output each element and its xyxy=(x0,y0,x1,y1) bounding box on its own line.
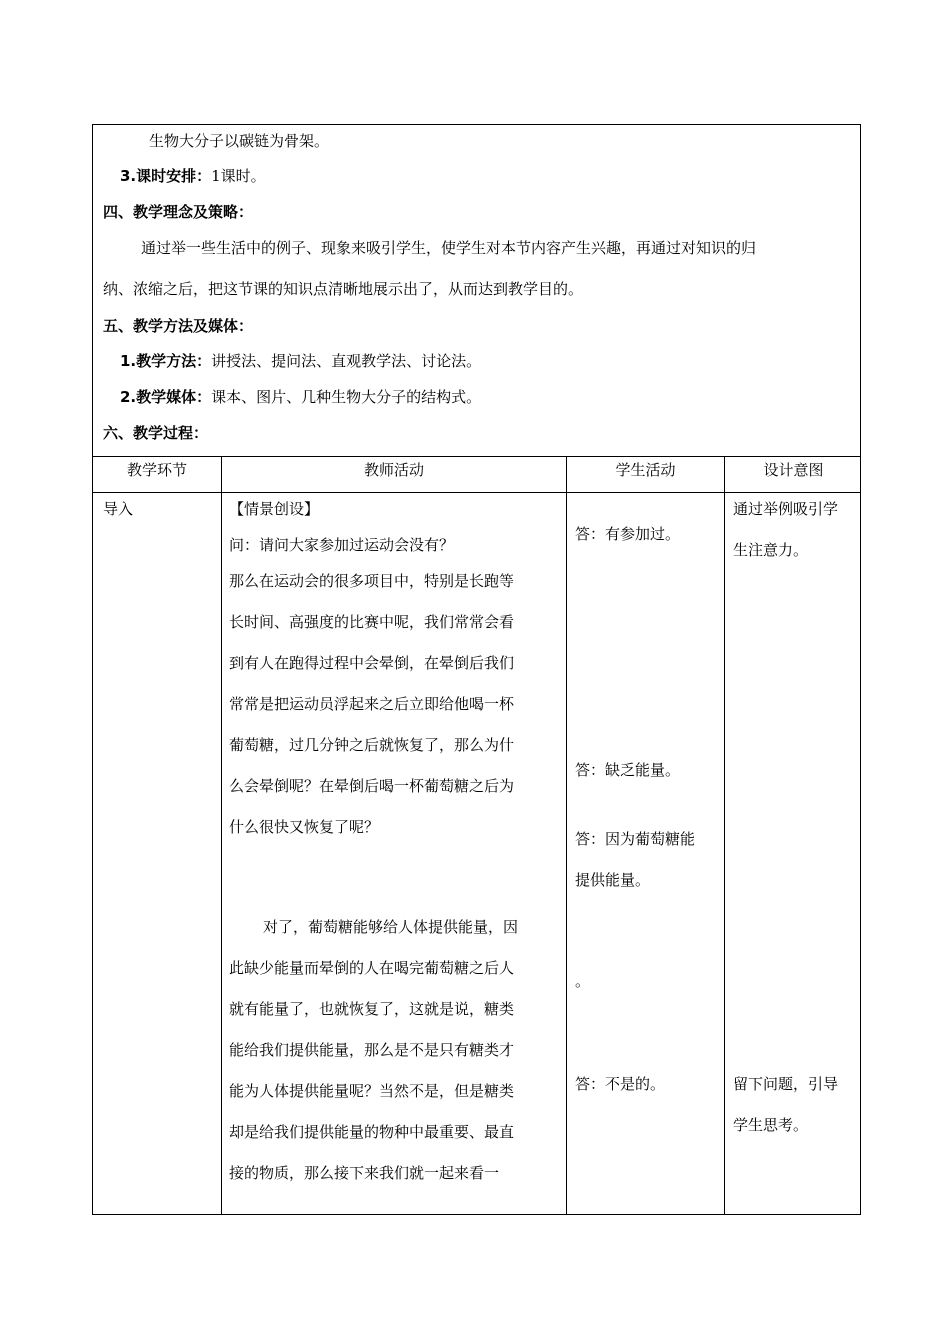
column-divider-2 xyxy=(566,456,567,1215)
class-hours-text: 1课时。 xyxy=(211,167,266,185)
class-hours-item xyxy=(120,165,266,186)
header-stage: 教学环节 xyxy=(126,461,187,479)
stage-cell: 导入 xyxy=(103,500,134,518)
section-6-title: 六、教学过程： xyxy=(103,424,209,442)
student-line: 答：有参加过。 xyxy=(575,525,681,543)
teacher-line: 能给我们提供能量，那么是不是只有糖类才 xyxy=(229,1041,515,1059)
teacher-line: 接的物质，那么接下来我们就一起来看一 xyxy=(229,1164,500,1182)
method-label: 1.教学方法： xyxy=(120,352,212,370)
table-header-border xyxy=(93,492,860,493)
header-student: 学生活动 xyxy=(615,461,676,479)
teacher-line: 此缺少能量而晕倒的人在喝完葡萄糖之后人 xyxy=(229,959,515,977)
teacher-line: 什么很快又恢复了呢？ xyxy=(229,818,380,836)
teacher-line: 葡萄糖，过几分钟之后就恢复了，那么为什 xyxy=(229,736,515,754)
intro-line: 生物大分子以碳链为骨架。 xyxy=(149,132,330,150)
intent-line: 生注意力。 xyxy=(733,541,809,559)
section-4-paragraph-1: 通过举一些生活中的例子、现象来吸引学生，使学生对本节内容产生兴趣，再通过对知识的归 xyxy=(141,239,757,257)
teacher-line: 却是给我们提供能量的物种中最重要、最直 xyxy=(229,1123,515,1141)
teacher-line: 问：请问大家参加过运动会没有？ xyxy=(229,536,455,554)
section-5-title: 五、教学方法及媒体： xyxy=(103,317,254,335)
intent-line: 留下问题，引导 xyxy=(733,1075,839,1093)
teacher-line: 到有人在跑得过程中会晕倒，在晕倒后我们 xyxy=(229,654,515,672)
student-line: 答：因为葡萄糖能 xyxy=(575,830,696,848)
student-line: 答：缺乏能量。 xyxy=(575,761,681,779)
student-line: 提供能量。 xyxy=(575,871,651,889)
column-divider-1 xyxy=(221,456,222,1215)
method-item xyxy=(120,350,481,371)
header-teacher: 教师活动 xyxy=(363,461,424,479)
class-hours-label: 3.课时安排： xyxy=(120,167,212,185)
teacher-line: 能为人体提供能量呢？当然不是，但是糖类 xyxy=(229,1082,515,1100)
media-label: 2.教学媒体： xyxy=(120,388,212,406)
section-4-title: 四、教学理念及策略： xyxy=(103,203,254,221)
intent-line: 学生思考。 xyxy=(733,1116,809,1134)
teacher-line: 常常是把运动员浮起来之后立即给他喝一杯 xyxy=(229,695,515,713)
method-text: 讲授法、提问法、直观教学法、讨论法。 xyxy=(211,352,482,370)
teacher-line: 对了，葡萄糖能够给人体提供能量，因 xyxy=(263,918,519,936)
section-4-paragraph-2: 纳、浓缩之后，把这节课的知识点清晰地展示出了，从而达到教学目的。 xyxy=(103,280,584,298)
teacher-line: 么会晕倒呢？在晕倒后喝一杯葡萄糖之后为 xyxy=(229,777,515,795)
teacher-line: 【情景创设】 xyxy=(229,500,320,518)
teacher-line: 长时间、高强度的比赛中呢，我们常常会看 xyxy=(229,613,515,631)
column-divider-3 xyxy=(724,456,725,1215)
student-line: 。 xyxy=(575,972,591,990)
header-intent: 设计意图 xyxy=(763,461,824,479)
teacher-line: 那么在运动会的很多项目中，特别是长跑等 xyxy=(229,572,515,590)
intent-line: 通过举例吸引学 xyxy=(733,500,839,518)
media-item xyxy=(120,386,481,407)
teacher-line: 就有能量了，也就恢复了，这就是说，糖类 xyxy=(229,1000,515,1018)
media-text: 课本、图片、几种生物大分子的结构式。 xyxy=(211,388,482,406)
student-line: 答：不是的。 xyxy=(575,1075,666,1093)
document-frame xyxy=(92,124,861,1215)
table-top-border xyxy=(93,456,860,457)
